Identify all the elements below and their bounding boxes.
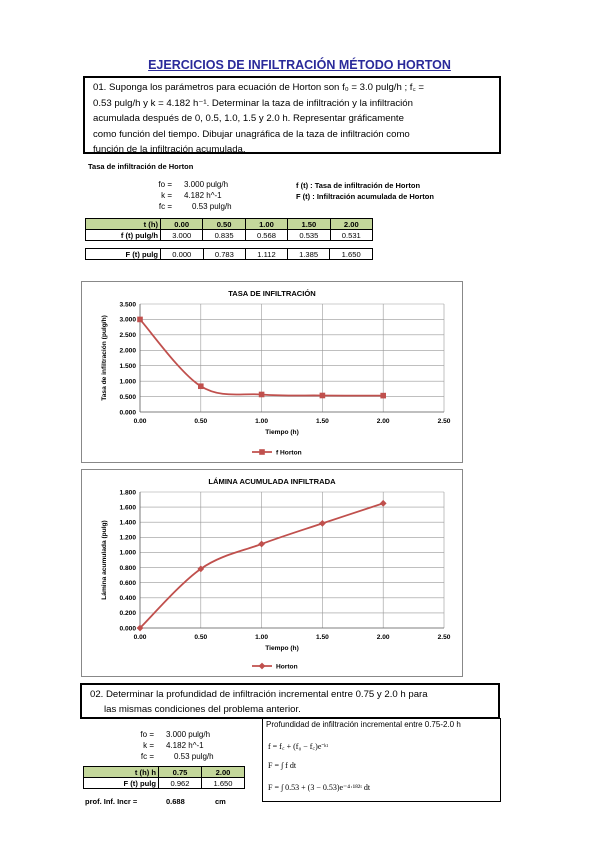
y-tick-label: 1.000 bbox=[119, 549, 136, 557]
x-tick-label: 1.50 bbox=[315, 418, 329, 425]
chart-title: TASA DE INFILTRACIÓN bbox=[228, 289, 316, 298]
x-axis-label: Tiempo (h) bbox=[265, 429, 299, 436]
param-name: fc = bbox=[158, 202, 172, 211]
param-name: fo = bbox=[140, 730, 154, 739]
table-cell: 1.112 bbox=[246, 249, 288, 260]
legend-marker bbox=[259, 449, 265, 455]
data-point bbox=[259, 392, 265, 398]
formula-horton: f = f꜀ + (f₀ − f꜀)e⁻ᵏᵗ bbox=[268, 742, 329, 751]
legend-marker bbox=[259, 663, 266, 670]
param-list bbox=[148, 180, 278, 213]
x-tick-label: 2.00 bbox=[376, 634, 390, 641]
param-name: k = bbox=[161, 191, 172, 200]
table-cell: 0.568 bbox=[245, 230, 287, 241]
table-cell: 1.385 bbox=[287, 249, 330, 260]
y-tick-label: 0.000 bbox=[119, 409, 136, 417]
problem-1-box bbox=[83, 76, 501, 154]
y-axis-label: Tasa de infiltración (pulg/h) bbox=[101, 315, 108, 401]
table-cell: 0.835 bbox=[203, 230, 245, 241]
data-point bbox=[380, 500, 387, 507]
data-table-incremental bbox=[83, 766, 245, 789]
x-tick-label: 1.00 bbox=[255, 634, 269, 641]
table-cell: 0.962 bbox=[159, 778, 202, 789]
problem-1-line: 0.53 pulg/h y k = 4.182 h⁻¹. Determinar la taza de infiltración y la infiltración bbox=[93, 97, 413, 109]
data-point bbox=[380, 393, 386, 399]
table-cell: 0.75 bbox=[159, 767, 202, 778]
param-list bbox=[130, 730, 260, 763]
param-name: k = bbox=[143, 741, 154, 750]
legend-note: F (t) : Infiltración acumulada de Horton bbox=[296, 192, 434, 201]
y-tick-label: 3.000 bbox=[119, 316, 136, 324]
result-value: 0.688 bbox=[166, 797, 185, 806]
formula-heading: Profundidad de infiltración incremental entre 0.75-2.0 h bbox=[266, 720, 461, 729]
table-cell: 0.00 bbox=[161, 219, 203, 230]
y-axis-label: Lámina acumulada (pulg) bbox=[101, 520, 108, 600]
table-cell: 0.531 bbox=[330, 230, 372, 241]
y-tick-label: 1.800 bbox=[119, 489, 136, 497]
table-header: F (t) pulg bbox=[84, 778, 159, 789]
table-header: f (t) pulg/h bbox=[86, 230, 161, 241]
chart-title: LÁMINA ACUMULADA INFILTRADA bbox=[208, 477, 336, 486]
legend-note: f (t) : Tasa de infiltración de Horton bbox=[296, 181, 421, 190]
data-point bbox=[319, 520, 326, 527]
table-header: F (t) pulg bbox=[86, 249, 161, 260]
formula-integral: F = ∫ f dt bbox=[268, 761, 297, 770]
x-tick-label: 1.00 bbox=[255, 418, 269, 425]
y-tick-label: 0.200 bbox=[119, 610, 136, 618]
y-tick-label: 2.000 bbox=[119, 347, 136, 355]
table-cell: 0.535 bbox=[288, 230, 330, 241]
param-name: fc = bbox=[140, 752, 154, 761]
y-tick-label: 0.600 bbox=[119, 579, 136, 587]
data-point bbox=[198, 383, 204, 389]
param-name: fo = bbox=[158, 180, 172, 189]
problem-1-line: acumulada después de 0, 0.5, 1.0, 1.5 y 2.0 h. Representar gráficamente bbox=[93, 113, 404, 124]
param-value: 4.182 h^-1 bbox=[184, 191, 222, 200]
data-table-f bbox=[85, 218, 373, 241]
table-cell: 1.00 bbox=[245, 219, 287, 230]
result-label: prof. Inf. Incr = bbox=[85, 797, 138, 806]
y-tick-label: 1.500 bbox=[119, 363, 136, 371]
legend-label: Horton bbox=[276, 663, 298, 671]
x-tick-label: 2.00 bbox=[376, 418, 390, 425]
table-cell: 0.50 bbox=[203, 219, 245, 230]
table-cell: 0.783 bbox=[203, 249, 246, 260]
formula-integral-substituted: F = ∫ 0.53 + (3 − 0.53)e⁻⁴·¹⁸²ᵗ dt bbox=[268, 783, 371, 792]
y-tick-label: 0.500 bbox=[119, 393, 136, 401]
y-tick-label: 1.600 bbox=[119, 504, 136, 512]
problem-1-line: como función del tiempo. Dibujar unagráfica de la taza de infiltración como bbox=[93, 128, 410, 140]
param-value: 3.000 pulg/h bbox=[166, 730, 211, 739]
y-tick-label: 1.200 bbox=[119, 534, 136, 542]
y-tick-label: 0.400 bbox=[119, 595, 136, 603]
table-cell: 1.650 bbox=[202, 778, 245, 789]
problem-1-line: 01. Suponga los parámetros para ecuación de Horton son f₀ = 3.0 pulg/h ; f꜀ = bbox=[93, 82, 425, 93]
x-tick-label: 0.50 bbox=[194, 418, 208, 425]
data-table-F bbox=[85, 248, 373, 260]
result-unit: cm bbox=[215, 797, 226, 806]
section-heading: Tasa de infiltración de Horton bbox=[88, 162, 194, 171]
param-value: 0.53 pulg/h bbox=[192, 202, 232, 211]
table-header: t (h) bbox=[86, 219, 161, 230]
x-tick-label: 0.00 bbox=[133, 634, 147, 641]
data-point bbox=[320, 393, 326, 399]
table-header: t (h) h bbox=[84, 767, 159, 778]
problem-2-box bbox=[80, 683, 500, 719]
table-cell: 0.000 bbox=[161, 249, 204, 260]
x-axis-label: Tiempo (h) bbox=[265, 645, 299, 652]
param-value: 0.53 pulg/h bbox=[174, 752, 214, 761]
y-tick-label: 0.000 bbox=[119, 625, 136, 633]
data-point bbox=[137, 317, 143, 323]
table-cell: 1.50 bbox=[288, 219, 330, 230]
param-value: 4.182 h^-1 bbox=[166, 741, 204, 750]
problem-1-line: función de la infiltración acumulada. bbox=[93, 144, 246, 155]
chart-infiltration-rate bbox=[81, 281, 463, 463]
x-tick-label: 0.50 bbox=[194, 634, 208, 641]
x-tick-label: 0.00 bbox=[133, 418, 147, 425]
problem-2-line: 02. Determinar la profundidad de infiltración incremental entre 0.75 y 2.0 h para bbox=[90, 689, 428, 700]
table-cell: 1.650 bbox=[330, 249, 373, 260]
y-tick-label: 1.000 bbox=[119, 378, 136, 386]
x-tick-label: 2.50 bbox=[437, 634, 451, 641]
chart-cumulative-infiltration bbox=[81, 469, 463, 677]
formula-box bbox=[262, 718, 501, 802]
table-cell: 2.00 bbox=[202, 767, 245, 778]
x-tick-label: 1.50 bbox=[315, 634, 329, 641]
y-tick-label: 1.400 bbox=[119, 519, 136, 527]
y-tick-label: 0.800 bbox=[119, 564, 136, 572]
y-tick-label: 3.500 bbox=[119, 301, 136, 309]
table-cell: 3.000 bbox=[161, 230, 203, 241]
param-value: 3.000 pulg/h bbox=[184, 180, 229, 189]
data-point bbox=[258, 541, 265, 548]
y-tick-label: 2.500 bbox=[119, 332, 136, 340]
table-cell: 2.00 bbox=[330, 219, 372, 230]
x-tick-label: 2.50 bbox=[437, 418, 451, 425]
problem-2-line: las mismas condiciones del problema anterior. bbox=[104, 704, 301, 715]
legend-label: f Horton bbox=[276, 449, 302, 457]
page-title: EJERCICIOS DE INFILTRACIÓN MÉTODO HORTON bbox=[148, 58, 451, 72]
